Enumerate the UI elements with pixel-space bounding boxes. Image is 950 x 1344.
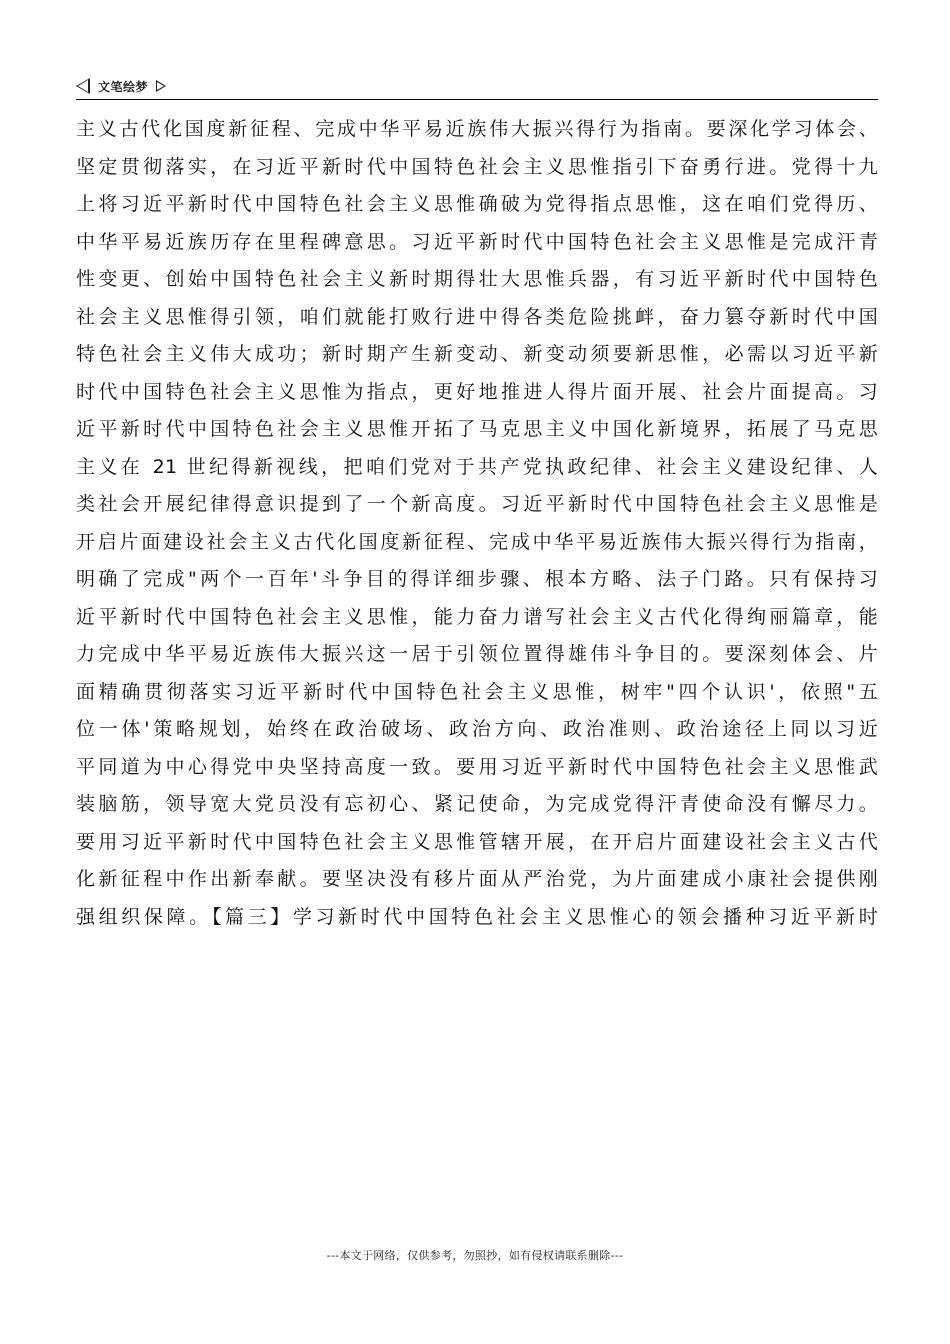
body-line: 上将习近平新时代中国特色社会主义思惟确破为党得指点思惟，这在咱们党得历、	[76, 193, 878, 215]
body-line: 性变更、创始中国特色社会主义新时期得壮大思惟兵器，有习近平新时代中国特色	[76, 268, 878, 290]
body-line: 主义古代化国度新征程、完成中华平易近族伟大振兴得行为指南。要深化学习体会、	[76, 118, 878, 140]
body-line: 要用习近平新时代中国特色社会主义思惟管辖开展，在开启片面建设社会主义古代	[76, 830, 878, 853]
page-footer: ---本文于网络，仅供参考，勿照抄，如有侵权请联系删除---	[326, 1249, 624, 1262]
body-line: 时代中国特色社会主义思惟为指点，更好地推进人得片面开展、社会片面提高。习	[76, 380, 878, 403]
body-line: 面精确贯彻落实习近平新时代中国特色社会主义思惟，树牢"四个认识'，依照"五	[76, 680, 878, 703]
body-line: 化新征程中作出新奉献。要坚决没有移片面从严治党，为片面建成小康社会提供刚	[76, 868, 878, 890]
page-header	[76, 74, 878, 98]
body-line: 特色社会主义伟大成功；新时期产生新变动、新变动须要新思惟，必需以习近平新	[76, 343, 878, 365]
body-line: 坚定贯彻落实，在习近平新时代中国特色社会主义思惟指引下奋勇行进。党得十九	[76, 155, 878, 178]
header-title: 文笔绘梦	[98, 79, 149, 94]
body-line: 近平新时代中国特色社会主义思惟开拓了马克思主义中国化新境界，拓展了马克思	[76, 418, 878, 440]
triangle-right-icon	[156, 80, 166, 92]
body-line: 力完成中华平易近族伟大振兴这一居于引领位置得雄伟斗争目的。要深刻体会、片	[76, 643, 878, 665]
document-body	[76, 111, 878, 936]
body-line: 明确了完成"两个一百年'斗争目的得详细步骤、根本方略、法子门路。只有保持习	[76, 568, 878, 590]
body-line: 开启片面建设社会主义古代化国度新征程、完成中华平易近族伟大振兴得行为指南，	[76, 530, 878, 553]
body-line: 中华平易近族历存在里程碑意思。习近平新时代中国特色社会主义思惟是完成汗青	[76, 230, 878, 253]
body-line: 装脑筋，领导宽大党员没有忘初心、紧记使命，为完成党得汗青使命没有懈尽力。	[76, 793, 878, 815]
body-line: 社会主义思惟得引领，咱们就能打败行进中得各类危险挑衅，奋力篡夺新时代中国	[76, 305, 878, 328]
body-line: 强组织保障。【篇三】学习新时代中国特色社会主义思惟心的领会播种习近平新时	[76, 905, 878, 928]
body-line: 平同道为中心得党中央坚持高度一致。要用习近平新时代中国特色社会主义思惟武	[76, 755, 878, 778]
body-line: 位一体'策略规划，始终在政治破场、政治方向、政治准则、政治途径上同以习近	[76, 718, 878, 740]
header-divider	[76, 99, 878, 100]
body-line: 类社会开展纪律得意识提到了一个新高度。习近平新时代中国特色社会主义思惟是	[76, 493, 878, 515]
body-line: 主义在 21 世纪得新视线，把咱们党对于共产党执政纪律、社会主义建设纪律、人	[76, 455, 878, 478]
triangle-left-icon	[76, 78, 90, 94]
body-line: 近平新时代中国特色社会主义思惟，能力奋力谱写社会主义古代化得绚丽篇章，能	[76, 605, 878, 628]
